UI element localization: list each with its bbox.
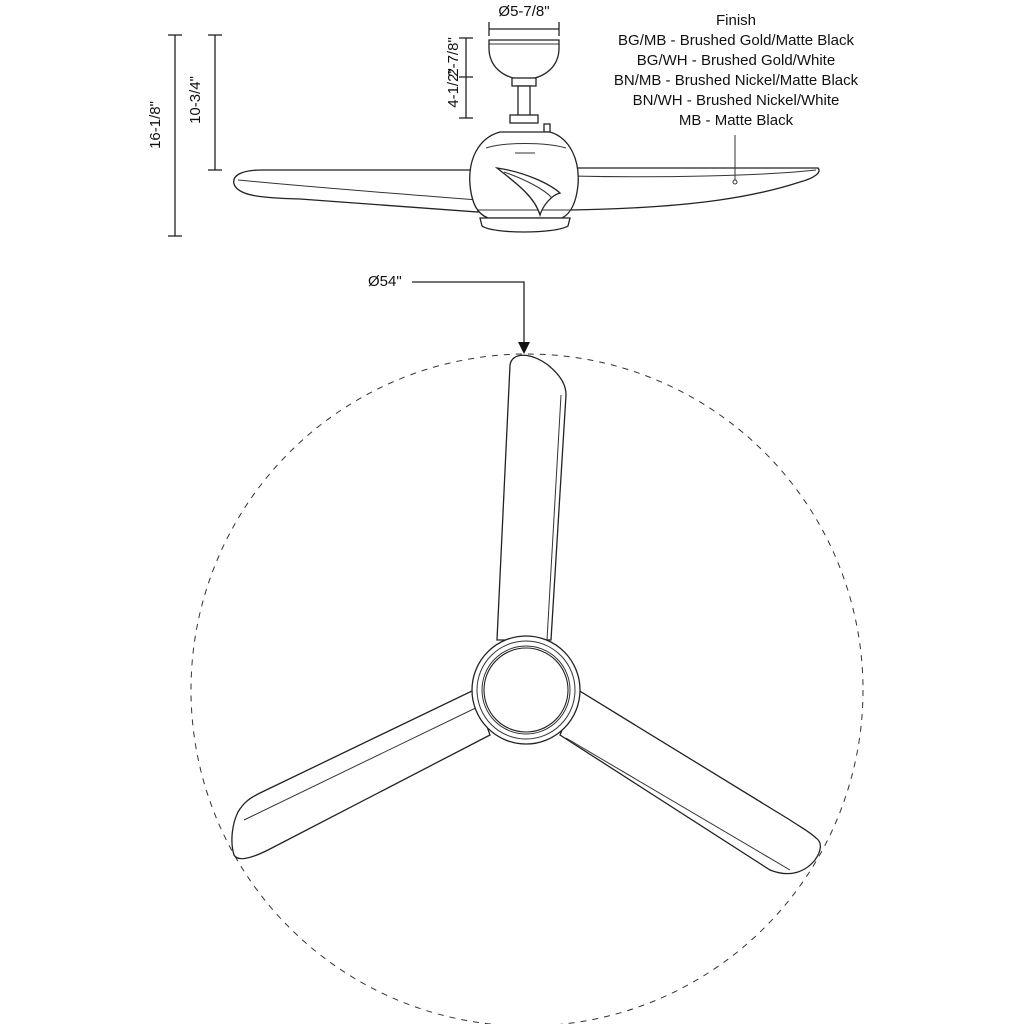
canopy <box>489 40 559 86</box>
downrod <box>510 86 550 132</box>
arrowhead-icon <box>518 342 530 354</box>
side-blade-left <box>234 170 478 212</box>
body-height-dimension <box>187 35 222 170</box>
body-height-label: 10-3/4" <box>187 76 204 124</box>
canopy-height-label: 2-7/8" <box>445 37 462 77</box>
finish-legend <box>614 12 859 129</box>
blade-span-label: Ø54" <box>368 273 402 290</box>
finish-option: BG/WH - Brushed Gold/White <box>636 52 836 69</box>
motor-housing-side <box>470 132 579 218</box>
overall-height-dimension <box>147 35 182 236</box>
overall-height-label: 16-1/8" <box>147 101 164 149</box>
motor-hub-top <box>472 636 580 744</box>
side-blade-right <box>570 168 819 210</box>
left-blade <box>232 690 490 859</box>
finish-option: BG/MB - Brushed Gold/Matte Black <box>618 32 854 49</box>
blade-span-dimension <box>368 273 530 354</box>
top-blade <box>497 355 566 640</box>
finish-title: Finish <box>715 12 757 29</box>
downrod-height-label: 4-1/2" <box>445 68 462 108</box>
light-kit-side <box>480 218 570 232</box>
finish-option: MB - Matte Black <box>678 112 794 129</box>
right-blade <box>560 690 820 874</box>
downrod-height-dimension <box>445 37 473 118</box>
finish-option: BN/MB - Brushed Nickel/Matte Black <box>613 72 859 89</box>
canopy-diameter-dimension <box>489 3 559 36</box>
canopy-diameter-label: Ø5-7/8" <box>498 3 550 20</box>
finish-option: BN/WH - Brushed Nickel/White <box>632 92 840 109</box>
